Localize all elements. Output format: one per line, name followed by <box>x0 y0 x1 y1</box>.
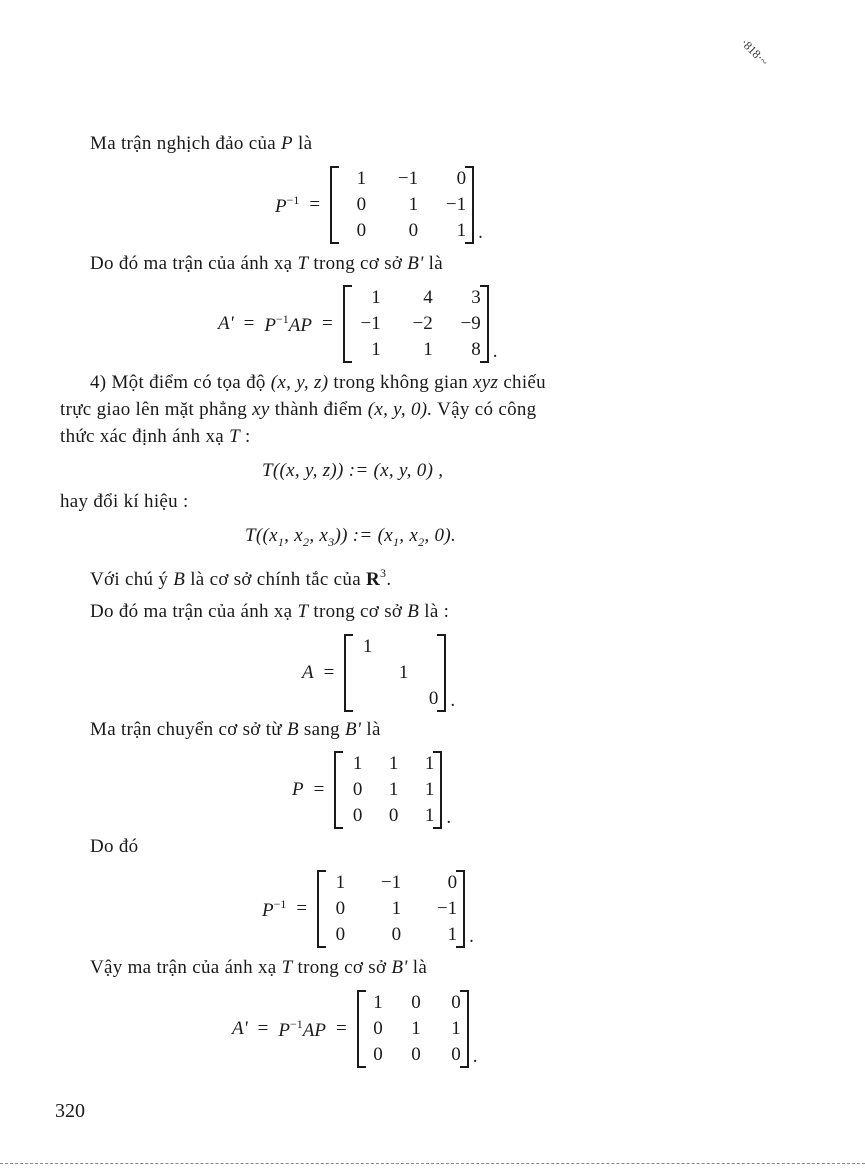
equation-lhs: A' <box>218 313 234 334</box>
matrix-cell: −2 <box>412 313 433 334</box>
equation-a: A = 1 1 0 . <box>302 636 456 711</box>
formula-projection-indexed: $T((x_1$, $x_2$, $x_3$)) := ($x_1$, $x_2$, 0). <box>245 525 456 549</box>
matrix-row <box>342 803 434 829</box>
matrix-cell: 3 <box>471 287 481 308</box>
matrix-cell: 1 <box>424 779 435 800</box>
matrix-cell: 1 <box>451 1018 461 1039</box>
matrix-cell: 0 <box>451 992 461 1013</box>
matrix-cell: 0 <box>373 1044 383 1065</box>
corner-stamp: ·818·~ <box>738 35 772 69</box>
text-line <box>90 133 312 155</box>
matrix-cell: 8 <box>471 339 481 360</box>
matrix-cell: 0 <box>391 924 402 945</box>
equals-sign: = <box>309 194 321 215</box>
matrix-cell: 1 <box>424 753 435 774</box>
text: là <box>298 133 313 154</box>
page-number: 320 <box>55 1100 85 1122</box>
matrix-cell: −1 <box>397 168 419 189</box>
matrix <box>330 166 474 244</box>
matrix-row <box>325 896 457 922</box>
matrix-row <box>338 218 466 244</box>
text-line: Ma trận chuyển cơ sở từ B sang B' là <box>90 719 381 740</box>
matrix-cell: −1 <box>436 898 458 919</box>
matrix-cell: 1 <box>371 339 381 360</box>
matrix-cell: 1 <box>356 168 367 189</box>
matrix <box>344 634 446 712</box>
formula-projection: T((x, y, z)) := (x, y, 0) , <box>262 460 444 481</box>
matrix-cell: 1 <box>398 662 409 683</box>
matrix-cell: 0 <box>447 872 458 893</box>
matrix-cell: 0 <box>356 220 367 241</box>
text-line: Do đó ma trận của ánh xạ T trong cơ sở B là : <box>90 601 450 622</box>
text-line: Do đó ma trận của ánh xạ T trong cơ sở B' là <box>90 253 443 274</box>
equation-lhs: $P^{-1}$ <box>275 192 300 217</box>
matrix-cell: 0 <box>428 688 439 709</box>
matrix <box>334 751 442 829</box>
matrix <box>357 990 469 1068</box>
matrix-cell: 0 <box>388 805 399 826</box>
matrix-cell: 0 <box>451 1044 461 1065</box>
matrix-cell: 1 <box>362 636 373 657</box>
matrix-row <box>351 337 481 363</box>
matrix-row <box>365 1042 461 1068</box>
page-edge <box>0 1163 865 1165</box>
matrix-cell: 0 <box>335 924 346 945</box>
matrix-cell: −9 <box>460 313 481 334</box>
matrix-cell: 0 <box>408 220 419 241</box>
text: Ma trận nghịch đảo của <box>90 133 276 154</box>
matrix-cell: 0 <box>411 1044 421 1065</box>
matrix <box>343 285 489 363</box>
text-line: Vậy ma trận của ánh xạ T trong cơ sở B' là <box>90 957 428 978</box>
matrix-cell: 1 <box>424 805 435 826</box>
matrix-row <box>342 751 434 777</box>
matrix-row <box>325 870 457 896</box>
matrix-cell: 1 <box>411 1018 421 1039</box>
matrix-cell: −1 <box>380 872 402 893</box>
matrix-row <box>352 660 438 686</box>
equation-aprime-1: A' = $P^{-1}AP$ = 1 4 3 −1 −2 −9 1 1 8 . <box>218 287 498 362</box>
matrix-cell: 4 <box>423 287 433 308</box>
matrix-cell: 0 <box>356 194 367 215</box>
matrix-row <box>351 285 481 311</box>
matrix-cell: 0 <box>352 779 363 800</box>
matrix-row <box>351 311 481 337</box>
matrix-cell: 1 <box>371 287 381 308</box>
matrix-cell: 1 <box>423 339 433 360</box>
matrix-cell: −1 <box>360 313 381 334</box>
math-var: P <box>281 133 293 154</box>
matrix-row <box>325 922 457 948</box>
text-line: hay đổi kí hiệu : <box>60 491 189 512</box>
equation-aprime-2: A' = $P^{-1}AP$ = 1 0 0 0 1 1 0 0 0 . <box>232 992 478 1067</box>
matrix-row <box>352 686 438 712</box>
matrix <box>317 870 465 948</box>
matrix-row <box>352 634 438 660</box>
matrix-cell: 0 <box>373 1018 383 1039</box>
period: . <box>478 222 483 243</box>
matrix-row <box>338 192 466 218</box>
matrix-cell: 1 <box>391 898 402 919</box>
equation-pinv-2: $P^{-1}$ = 1 −1 0 0 1 −1 0 0 1 . <box>262 872 474 947</box>
matrix-cell: 0 <box>456 168 467 189</box>
matrix-cell: 1 <box>373 992 383 1013</box>
matrix-cell: 0 <box>352 805 363 826</box>
text-line: Với chú ý B là cơ sở chính tắc của $R^3$. <box>90 566 392 590</box>
equation-mid: $P^{-1}AP$ <box>264 311 312 336</box>
matrix-cell: 1 <box>408 194 419 215</box>
text-line: thức xác định ánh xạ T : <box>60 426 251 447</box>
equation-p: P = 1 1 1 0 1 1 0 0 1 . <box>292 753 452 828</box>
matrix-cell: 1 <box>388 753 399 774</box>
matrix-cell: 1 <box>388 779 399 800</box>
equation-pinv-1 <box>275 166 483 244</box>
matrix-cell: −1 <box>445 194 467 215</box>
matrix-row <box>342 777 434 803</box>
matrix-cell: 0 <box>411 992 421 1013</box>
text-line: Do đó <box>90 836 139 857</box>
matrix-row <box>365 990 461 1016</box>
matrix-row <box>338 166 466 192</box>
matrix-row <box>365 1016 461 1042</box>
matrix-cell: 1 <box>456 220 467 241</box>
matrix-cell: 1 <box>447 924 458 945</box>
matrix-cell: 0 <box>335 898 346 919</box>
text-line: 4) Một điểm có tọa độ (x, y, z) trong không gian xyz chiếu <box>90 372 546 393</box>
matrix-cell: 1 <box>352 753 363 774</box>
text-line: trực giao lên mặt phẳng xy thành điểm (x, y, 0). Vậy có công <box>60 399 537 420</box>
matrix-cell: 1 <box>335 872 346 893</box>
